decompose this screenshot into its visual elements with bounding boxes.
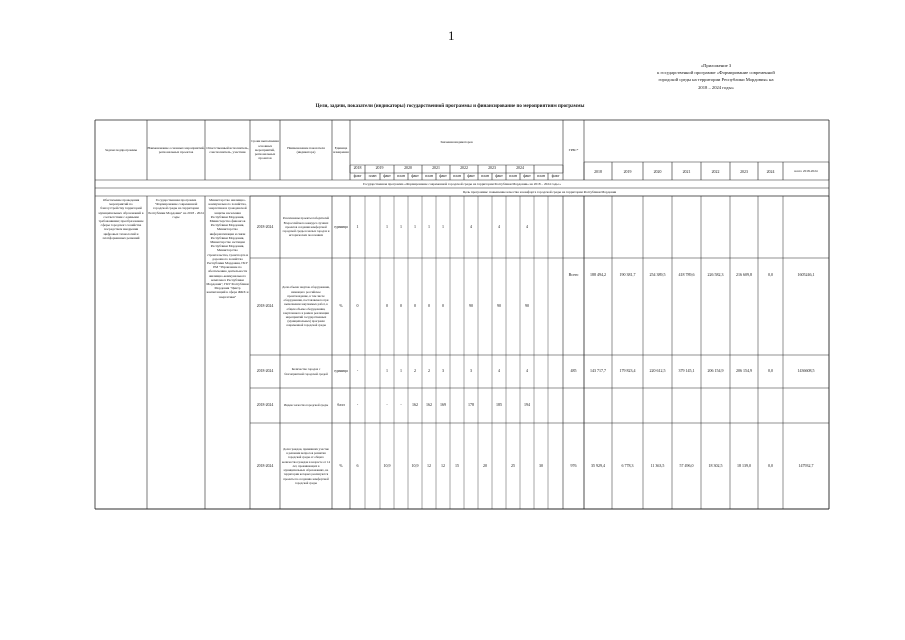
indicator-value [534,355,548,388]
finance-value: 379 145,1 [678,368,695,374]
indicator-value: 2 [414,368,416,374]
indicator-value [450,258,464,355]
year-label: 2022 [460,166,468,170]
plan-fact-label: факт [467,174,475,178]
indicator-value: 194 [524,402,530,408]
indicator-value: 1 [400,368,402,374]
indicator-value: 90 [525,303,529,309]
indicator-value [365,388,380,423]
indicator-value [520,423,534,509]
finance-year-label: 2024 [766,170,775,174]
indicator-value: - [356,368,359,374]
finance-value: 216 609,8 [736,272,752,278]
indicator-value: 4 [526,368,528,374]
indicator-value: 2 [428,368,430,374]
indicator-deadline: 2018-2024 [256,403,274,408]
finance-year-label: 2019 [623,170,632,174]
plan-fact-label: факт [383,174,391,178]
finance-value: 0,0 [768,368,773,374]
indicator-name: Индекс качества городской среды [283,403,329,408]
indicator-value: 162 [412,402,418,408]
finance-value: 6 778,3 [621,462,634,468]
plan-fact-label: план [509,174,517,178]
indicator-unit: % [339,463,343,468]
finance-year-label: 2023 [740,170,748,174]
indicator-value: 30 [539,462,543,468]
indicator-name: Доля граждан, принявших участие в решении вопросов развития городской среды от общего количества граждан в возрасте от 14 лет, проживающих в муниципальных образованиях, на территории которых реализуются проекты по созданию комфортной городской среды [282,447,330,485]
plan-fact-label: план [453,174,461,178]
indicator-value: 10,9 [383,462,391,468]
indicator-value: 1 [414,223,416,229]
indicator-value: 162 [426,402,432,408]
header-task: Задачи подпрограммы [104,147,138,152]
header-deadline: Сроки выполнения основных мероприятий, региональных проектов [251,139,279,161]
plan-fact-label: план [368,174,377,178]
indicator-value: 1 [386,368,388,374]
indicator-value: - [356,402,359,408]
appendix-line: «Приложение 3 [700,63,732,68]
finance-year-label: 2021 [682,170,691,174]
header-total: всего 2018-2024 [794,168,818,173]
task-text: Обеспечение проведения мероприятий по благоустройству территорий муниципальных образований в соответствии с едиными требованиями; преобразование сферы городского хозяйства посредством внедрения цифровых технологий и платформенных решений [98,198,144,240]
indicator-value: 0 [400,303,402,309]
indicator-value: 0 [414,303,416,309]
program-row: Государственная программа «Формирование современной городской среды на территории Республики Мордовия» на 2018 – 2024 годы » [362,181,562,186]
indicator-deadline: 2018-2024 [256,224,274,229]
indicator-unit: % [339,304,343,309]
indicator-value [394,423,408,509]
indicator-value: 4 [526,223,528,229]
finance-value: 0,0 [768,272,773,278]
indicator-value: 178 [468,402,474,408]
indicator-value: 90 [497,303,501,309]
finance-value: 0,0 [768,462,773,468]
finance-value: 35 929,4 [591,462,605,468]
indicator-value [478,355,492,388]
goal-row: Цель программы: повышение качества и комфорта городской среды на территории Республики Мордовия [462,189,617,194]
finance-value: 179 823,4 [619,368,636,374]
indicator-value: - [400,402,402,408]
indicator-value [534,196,548,258]
indicator-value [365,355,380,388]
indicator-value [450,196,464,258]
finance-value: 18 302,5 [708,462,723,468]
finance-value: 11 363,5 [650,462,665,468]
indicator-value: 0 [386,303,388,309]
finance-total: 1605246,1 [797,272,815,278]
indicator-value: 12 [441,462,445,468]
indicator-value [534,388,548,423]
indicator-value: - [386,402,388,408]
indicator-value: 185 [496,402,502,408]
indicator-deadline: 2018-2024 [256,463,274,468]
finance-total: 147932,7 [798,462,814,468]
indicator-unit: единица [334,224,348,229]
indicator-value [365,196,380,258]
appendix-line: городской среды на территории Республики Мордовия» на [658,77,774,83]
indicator-value [534,258,548,355]
indicator-value [478,196,492,258]
plan-fact-label: план [481,174,489,178]
finance-total: 1436608,5 [797,368,815,374]
indicator-value: 10,9 [411,462,419,468]
header-values: Значения индикаторов [440,140,473,145]
indicator-value [365,258,380,355]
indicator-value: 1 [356,223,359,229]
indicator-value: 1 [442,223,444,229]
indicator-value [506,355,520,388]
finance-year-label: 2020 [653,170,662,174]
indicator-value: 3 [470,368,472,374]
plan-fact-label: факт [353,174,362,178]
header-indicator: Наименование показателя (индикатора) [287,145,325,154]
year-label: 2021 [432,166,440,170]
finance-group: Всего [568,272,579,278]
plan-fact-label: факт [495,174,503,178]
finance-value: 190 381,7 [619,272,636,278]
indicator-value: 0 [428,303,430,309]
indicator-value [492,423,506,509]
indicator-value: 90 [469,303,473,309]
indicator-value [450,355,464,388]
indicator-deadline: 2018-2024 [256,304,274,309]
year-label: 2018 [353,166,362,170]
year-label: 2019 [375,166,384,170]
indicator-value: 4 [498,368,500,374]
year-label: 2020 [404,166,412,170]
appendix-line: 2018 – 2024 годы» [698,84,734,90]
project-text: Государственная программа "Формирование современной городской среды на территории Республики Мордовия" на 2018 - 2024 годы [148,198,204,219]
document-title: Цели, задачи, показатели (индикаторы) государственной программы и финансирование по мероприятиям программы [315,104,585,109]
indicator-value: 1 [386,223,388,229]
page-number: 1 [448,28,455,43]
header-unit: Единица измерения [333,145,349,154]
indicator-value [365,423,380,509]
indicator-value: 169 [440,402,446,408]
indicator-value: 0 [356,303,359,309]
indicator-unit: единица [334,369,348,374]
header-responsible: Ответственный исполнитель, соисполнитель, участник [206,145,249,154]
year-label: 2024 [516,166,524,170]
indicator-name: Реализованы проекты победителей Всероссийского конкурса лучших проектов создания комфортной городской среды в малых городах и исторических поселениях [282,216,330,238]
plan-fact-label: факт [523,174,531,178]
plan-fact-label: план [537,174,545,178]
indicator-name: Доля объема закупок оборудования, имеющего российское происхождение, в том числе оборудования, поставляемого при выполнении закупаемых работ, в общем объеме оборудования, закупленного в рамках реализации мероприятий государственных (муниципальных) программ современной городской среды [282,285,330,328]
indicator-name: Количество городов с благоприятной городской средой [284,367,328,376]
finance-year-label: 2022 [711,170,720,174]
year-label: 2023 [488,166,496,170]
finance-group: 976 [570,462,577,468]
indicator-value: 20 [483,462,487,468]
finance-value: 18 139,0 [737,462,751,468]
indicator-value [506,196,520,258]
plan-fact-label: факт [411,174,419,178]
header-project: Наименование основных мероприятий, региональных проектов [147,145,205,154]
finance-value: 57 496,0 [679,462,694,468]
plan-fact-label: план [425,174,433,178]
indicator-value: 4 [498,223,500,229]
indicator-value: 6 [356,462,359,468]
indicator-value: 15 [455,462,459,468]
finance-group: 485 [570,368,577,374]
finance-value: 206 154,9 [736,368,752,374]
finance-value: 143 717,7 [590,368,606,374]
indicator-value: 12 [427,462,431,468]
indicator-value [506,388,520,423]
indicator-value: 4 [470,223,472,229]
finance-value: 188 494,2 [590,272,606,278]
indicator-value [478,258,492,355]
indicator-unit: балл [337,403,345,408]
indicator-deadline: 2018-2024 [256,369,274,374]
indicator-value [450,388,464,423]
finance-year-label: 2018 [594,170,602,174]
indicator-value: 3 [442,368,444,374]
plan-fact-label: план [397,174,405,178]
finance-value: 226 582,3 [707,272,724,278]
header-rbs: ГРБС* [568,147,579,152]
indicator-value [506,258,520,355]
indicator-value: 25 [511,462,515,468]
plan-fact-label: факт [551,174,560,178]
indicator-value: 1 [400,223,402,229]
finance-value: 206 154,9 [707,368,724,374]
indicator-value: 0 [442,303,444,309]
indicator-value: 1 [428,223,430,229]
plan-fact-label: факт [439,174,447,178]
finance-value: 220 612,5 [649,368,666,374]
appendix-line: к государственной программе «Формирование современной [657,70,775,76]
responsible-text: Министерство жилищно-коммунального хозяйства, энергетики и гражданской защиты населения Республики Мордовия, Министерство финансов Республики Мордовия, Министерство информатизации и связи Республики Мордовия, Министерство юстиции Республики Мордовия, Министерство строительства, транспорта и дорожного хозяйства Республики Мордовия, ГКУ РМ "Управление по обеспечению деятельности жилищно-коммунального комплекса Республики Мордовия", ГКУ Республики Мордовия "Центр компетенций в сфере ЖКХ и энергетики" [206,198,249,299]
indicator-value [464,423,478,509]
finance-value: 254 389,5 [649,272,666,278]
finance-value: 418 789,6 [678,272,695,278]
indicator-value [478,388,492,423]
